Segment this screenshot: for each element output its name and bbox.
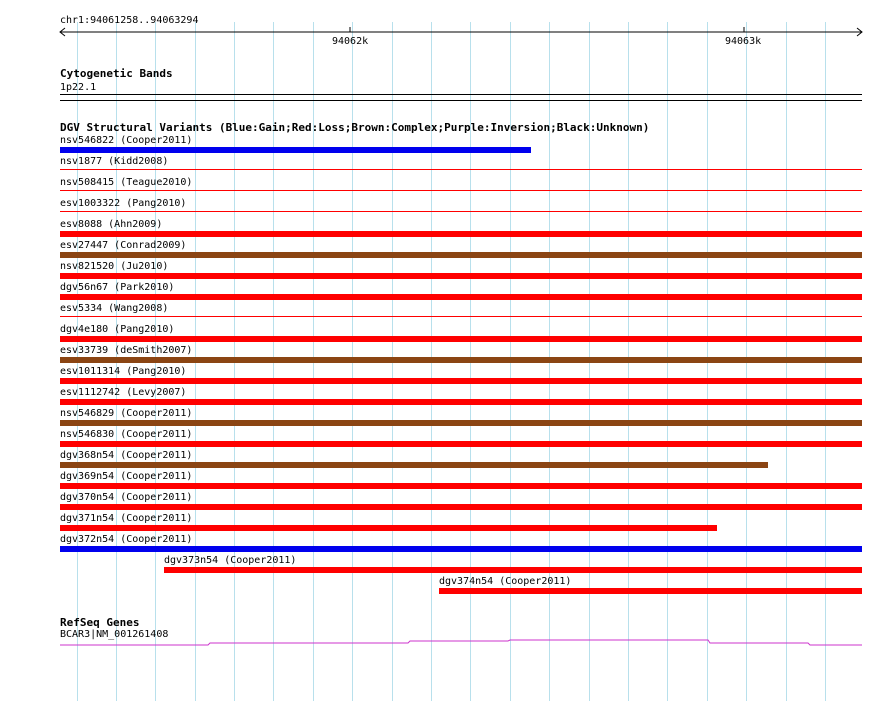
dgv-feature-label[interactable]: esv1011314 (Pang2010) <box>60 366 187 377</box>
dgv-feature-label[interactable]: nsv546830 (Cooper2011) <box>60 429 193 440</box>
dgv-feature-label[interactable]: dgv373n54 (Cooper2011) <box>164 555 297 566</box>
dgv-feature-label[interactable]: esv8088 (Ahn2009) <box>60 219 163 230</box>
dgv-feature-label[interactable]: nsv508415 (Teague2010) <box>60 177 193 188</box>
dgv-feature-bar[interactable] <box>60 336 862 342</box>
dgv-feature-bar[interactable] <box>60 252 862 258</box>
ruler-tick-label-94063k: 94063k <box>725 36 762 47</box>
dgv-feature-label[interactable]: dgv4e180 (Pang2010) <box>60 324 175 335</box>
refseq-gene-track[interactable] <box>58 636 864 650</box>
dgv-feature-bar[interactable] <box>60 231 862 237</box>
refseq-gene-label[interactable]: BCAR3|NM_001261408 <box>60 629 169 640</box>
dgv-feature-label[interactable]: nsv1877 (Kidd2008) <box>60 156 169 167</box>
dgv-feature-bar[interactable] <box>60 504 862 510</box>
dgv-feature-bar[interactable] <box>60 294 862 300</box>
cytoband-line-top <box>60 94 862 95</box>
dgv-feature-label[interactable]: esv33739 (deSmith2007) <box>60 345 193 356</box>
refseq-gene-model <box>60 640 862 645</box>
cytoband-label: 1p22.1 <box>60 82 97 93</box>
dgv-feature-bar[interactable] <box>164 567 862 573</box>
dgv-feature-label[interactable]: nsv546829 (Cooper2011) <box>60 408 193 419</box>
dgv-track-title[interactable]: DGV Structural Variants (Blue:Gain;Red:Loss;Brown:Complex;Purple:Inversion;Black:Unknown) <box>60 121 650 134</box>
dgv-feature-bar[interactable] <box>60 147 531 153</box>
cytoband-track-title[interactable]: Cytogenetic Bands <box>60 67 173 80</box>
dgv-feature-bar[interactable] <box>60 399 862 405</box>
dgv-feature-label[interactable]: dgv368n54 (Cooper2011) <box>60 450 193 461</box>
dgv-feature-label[interactable]: dgv56n67 (Park2010) <box>60 282 175 293</box>
dgv-feature-label[interactable]: esv27447 (Conrad2009) <box>60 240 187 251</box>
dgv-feature-label[interactable]: dgv372n54 (Cooper2011) <box>60 534 193 545</box>
dgv-feature-bar[interactable] <box>60 420 862 426</box>
dgv-feature-bar[interactable] <box>60 378 862 384</box>
dgv-feature-bar[interactable] <box>60 546 862 552</box>
dgv-feature-label[interactable]: esv1003322 (Pang2010) <box>60 198 187 209</box>
dgv-feature-bar[interactable] <box>439 588 862 594</box>
dgv-feature-label[interactable]: nsv821520 (Ju2010) <box>60 261 169 272</box>
dgv-feature-bar[interactable] <box>60 441 862 447</box>
dgv-feature-label[interactable]: esv1112742 (Levy2007) <box>60 387 187 398</box>
cytoband-line-bottom <box>60 100 862 101</box>
refseq-track-title[interactable]: RefSeq Genes <box>60 616 140 629</box>
dgv-feature-label[interactable]: dgv374n54 (Cooper2011) <box>439 576 572 587</box>
ruler-tick-label-94062k: 94062k <box>332 36 369 47</box>
ruler-location: chr1:94061258..94063294 <box>60 15 199 26</box>
dgv-feature-label[interactable]: dgv370n54 (Cooper2011) <box>60 492 193 503</box>
dgv-feature-label[interactable]: dgv371n54 (Cooper2011) <box>60 513 193 524</box>
dgv-feature-bar[interactable] <box>60 316 862 317</box>
dgv-feature-bar[interactable] <box>60 190 862 191</box>
dgv-feature-label[interactable]: nsv546822 (Cooper2011) <box>60 135 193 146</box>
dgv-feature-bar[interactable] <box>60 462 768 468</box>
dgv-feature-label[interactable]: dgv369n54 (Cooper2011) <box>60 471 193 482</box>
dgv-feature-bar[interactable] <box>60 483 862 489</box>
dgv-feature-label[interactable]: esv5334 (Wang2008) <box>60 303 169 314</box>
dgv-feature-bar[interactable] <box>60 525 717 531</box>
dgv-feature-bar[interactable] <box>60 211 862 212</box>
dgv-feature-bar[interactable] <box>60 169 862 170</box>
dgv-feature-bar[interactable] <box>60 273 862 279</box>
dgv-feature-bar[interactable] <box>60 357 862 363</box>
